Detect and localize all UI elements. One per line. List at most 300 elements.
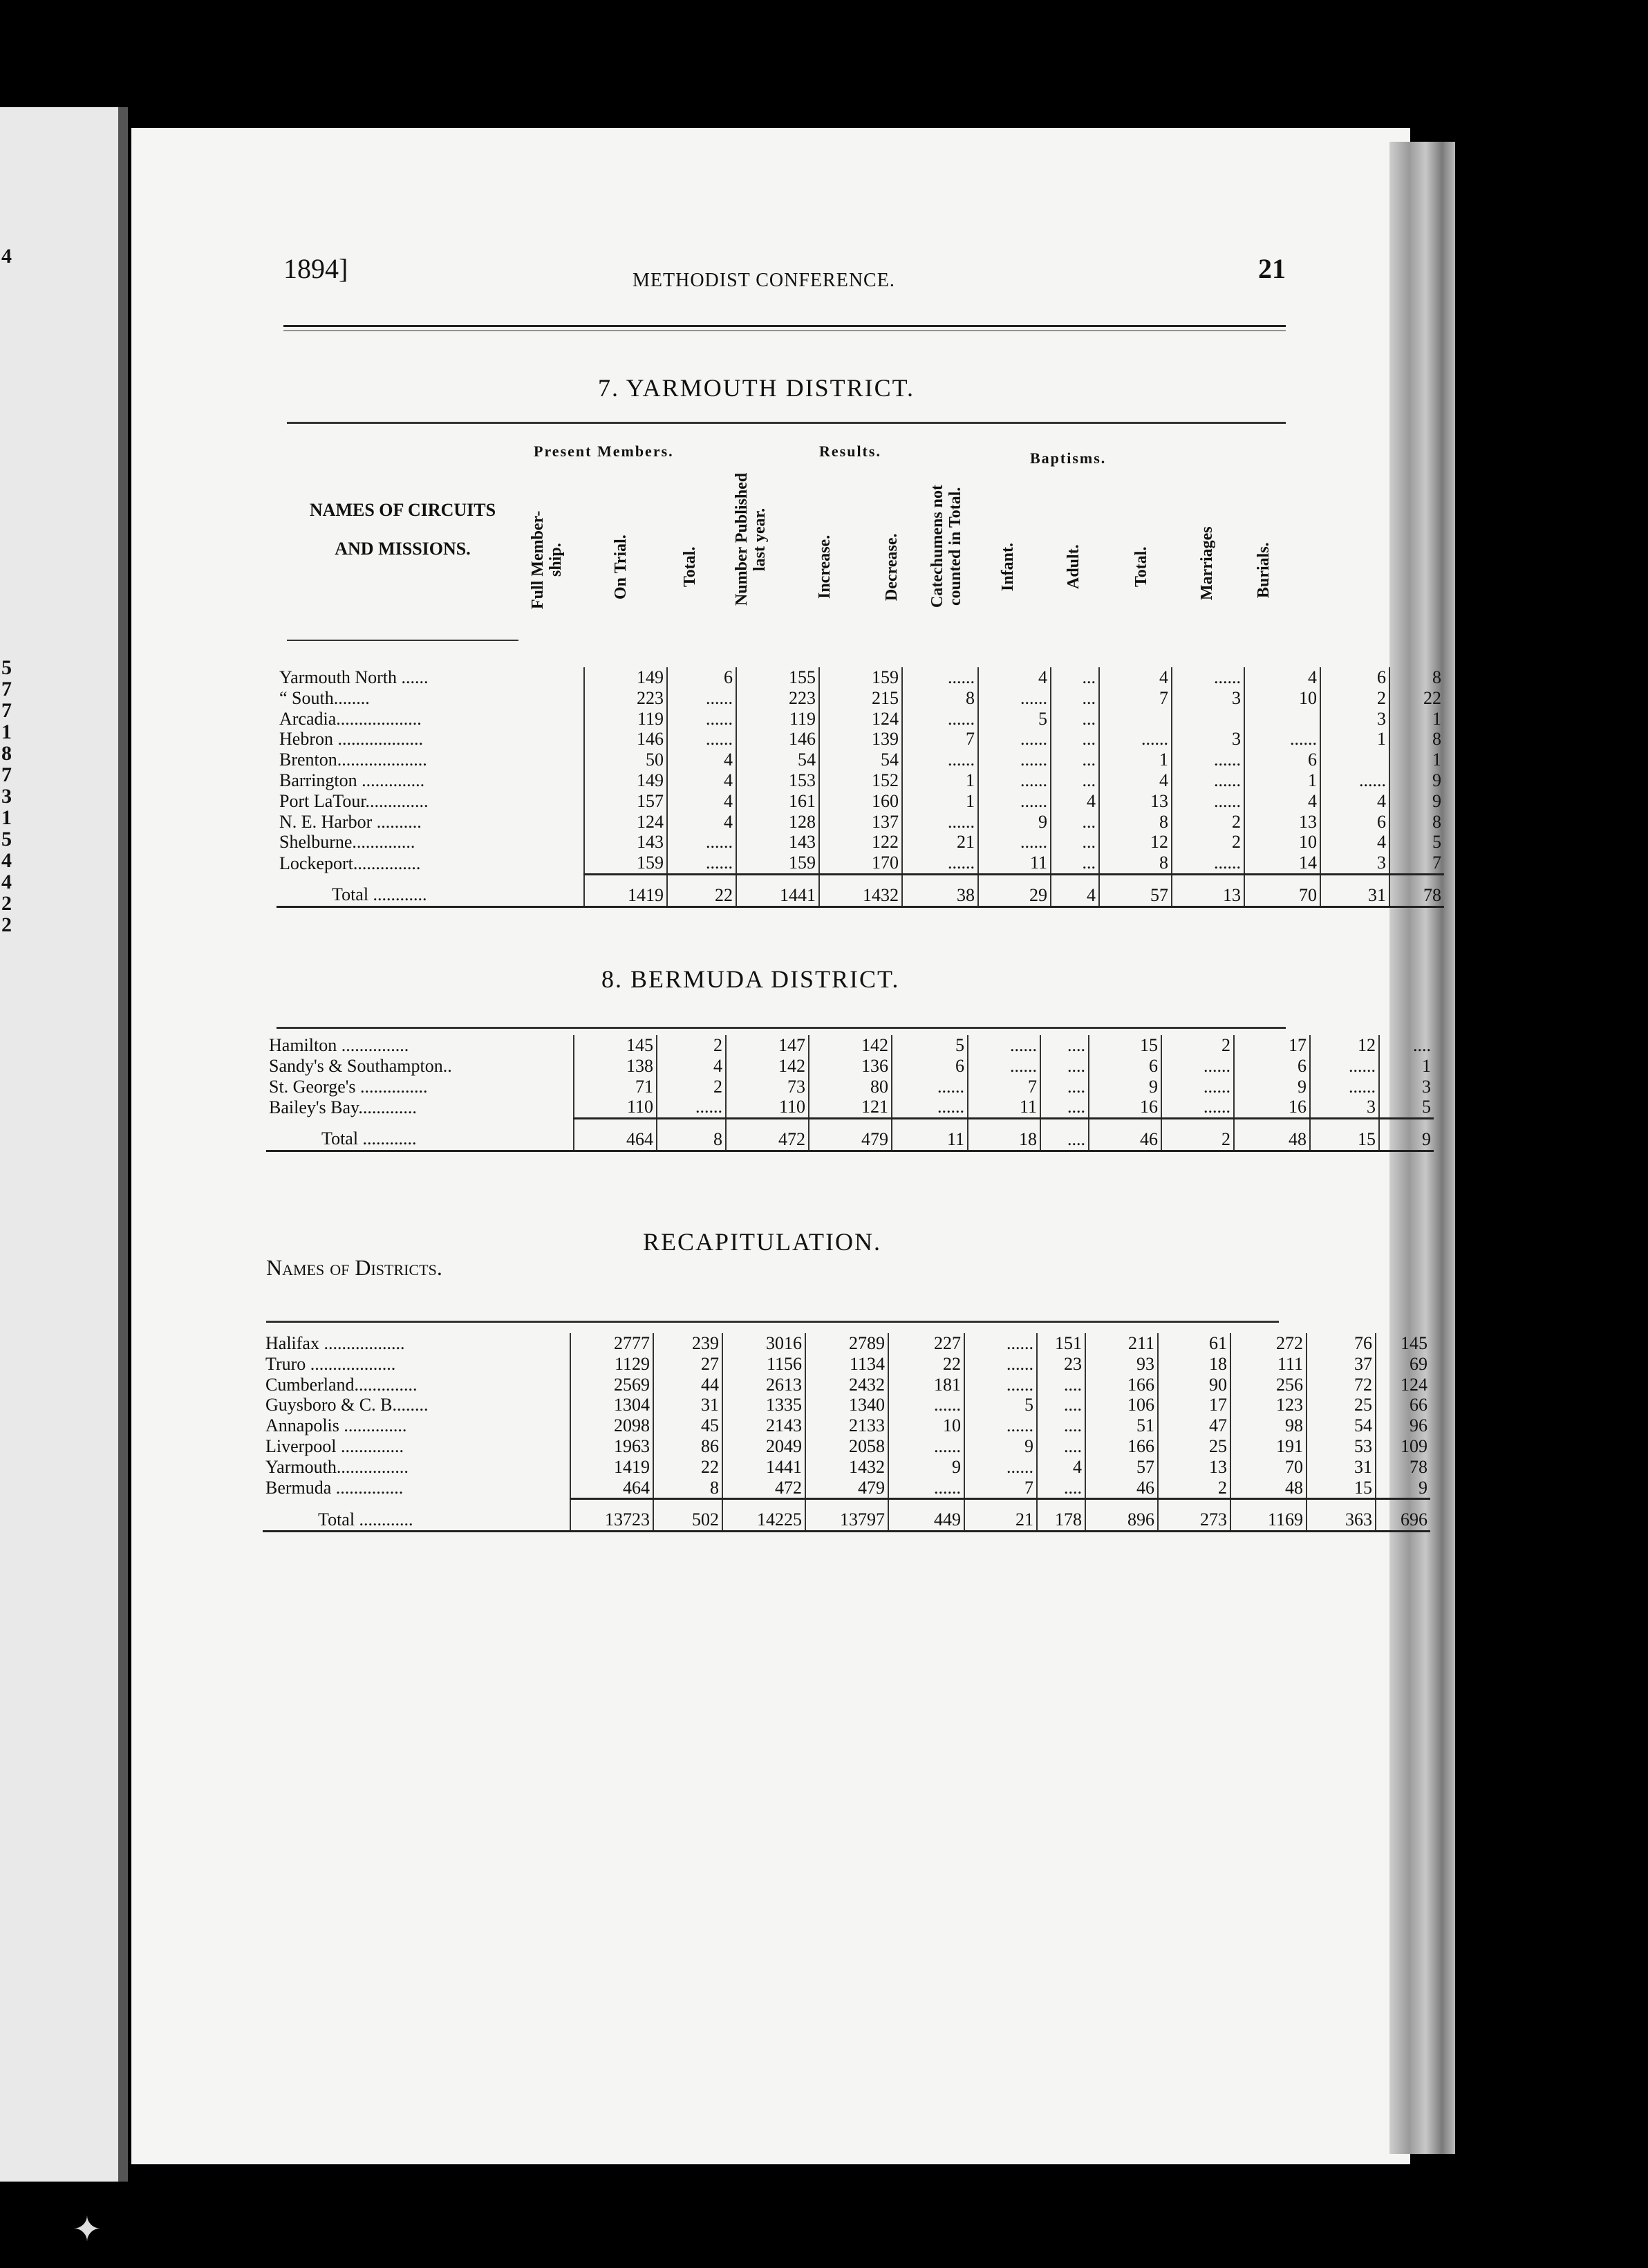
cell: ...: [1051, 770, 1099, 791]
cell: 155: [736, 667, 819, 688]
cell: 21: [902, 832, 978, 853]
total-cell: 502: [653, 1499, 722, 1532]
total-cell: 15: [1310, 1119, 1379, 1151]
row-name: Liverpool ..............: [263, 1436, 570, 1457]
col-decrease: Decrease.: [883, 533, 901, 601]
row-name: Hebron ...................: [277, 729, 584, 750]
total-cell: 273: [1158, 1499, 1230, 1532]
cell: 152: [819, 770, 902, 791]
cell: 479: [805, 1478, 888, 1499]
cell: 464: [570, 1478, 653, 1499]
cell: 2613: [722, 1375, 805, 1395]
cell: 1304: [570, 1395, 653, 1415]
total-cell: 178: [1037, 1499, 1085, 1532]
cell: 8: [902, 688, 978, 709]
cell: ......: [902, 750, 978, 770]
cell: 86: [653, 1436, 722, 1457]
bermuda-table: [266, 1035, 1434, 1152]
cell: ....: [1037, 1375, 1085, 1395]
row-name: Lockeport...............: [277, 853, 584, 874]
total-cell: 46: [1089, 1119, 1161, 1151]
table-row: [277, 770, 1444, 791]
total-cell: 22: [667, 874, 736, 907]
cell: 4: [1099, 667, 1172, 688]
cell: 146: [584, 729, 667, 750]
cell: 3: [1320, 709, 1389, 729]
total-cell: 1441: [736, 874, 819, 907]
cell: ....: [1037, 1395, 1085, 1415]
cell: ....: [1413, 1035, 1431, 1055]
cell: 1: [1244, 770, 1320, 791]
cell: 61: [1158, 1333, 1230, 1354]
cell: 47: [1158, 1415, 1230, 1436]
cell: 143: [584, 832, 667, 853]
cell: 256: [1230, 1375, 1307, 1395]
cell: ....: [1037, 1436, 1085, 1457]
total-row: [263, 1499, 1430, 1532]
margin-digit: 2: [1, 913, 12, 936]
cell: 4: [657, 1056, 726, 1077]
cell: 1: [902, 791, 978, 812]
cell: 149: [584, 667, 667, 688]
cell: ......: [1172, 791, 1244, 812]
cell: 146: [736, 729, 819, 750]
total-cell: 13: [1172, 874, 1244, 907]
cell: 4: [978, 667, 1051, 688]
total-cell: 29: [978, 874, 1051, 907]
page-number: 21: [1258, 253, 1286, 284]
total-cell: 18: [968, 1119, 1040, 1151]
yarmouth-table: [277, 667, 1444, 908]
margin-digit: 4: [1, 871, 12, 893]
cell: 12: [1099, 832, 1172, 853]
baptisms-header: Baptisms.: [1030, 449, 1107, 467]
cell: 211: [1085, 1333, 1158, 1354]
cell: 159: [584, 853, 667, 874]
cell: 27: [653, 1354, 722, 1375]
cell: 8: [1432, 811, 1441, 832]
cell: 1156: [722, 1354, 805, 1375]
cell: 157: [584, 791, 667, 812]
cell: ......: [902, 667, 978, 688]
row-name: Truro ...................: [263, 1354, 570, 1375]
cell: ...: [1051, 729, 1099, 750]
row-name: Arcadia...................: [277, 709, 584, 729]
cell: 8: [1432, 667, 1441, 687]
cell: 22: [888, 1354, 964, 1375]
cell: 239: [653, 1333, 722, 1354]
cell: 2: [657, 1077, 726, 1097]
cell: 7: [968, 1077, 1040, 1097]
cell: ......: [978, 791, 1051, 812]
cell: 166: [1085, 1436, 1158, 1457]
total-row: [277, 874, 1444, 907]
total-cell: 696: [1376, 1499, 1430, 1532]
total-label: Total ............: [263, 1499, 570, 1532]
cell: 2: [657, 1035, 726, 1056]
cell: 31: [653, 1395, 722, 1415]
running-year: 1894]: [283, 253, 348, 284]
names-header: NAMES OF CIRCUITS AND MISSIONS.: [309, 500, 496, 559]
cell: ......: [1320, 770, 1389, 791]
cell: 13: [1158, 1457, 1230, 1478]
cell: 6: [1234, 1056, 1310, 1077]
cell: 50: [584, 750, 667, 770]
cell: 54: [819, 750, 902, 770]
cell: 4: [1037, 1457, 1085, 1478]
total-cell: 4: [1051, 874, 1099, 907]
row-name: Annapolis ..............: [263, 1415, 570, 1436]
col-bap-total: Total.: [1132, 546, 1150, 588]
table-row: [263, 1478, 1430, 1499]
cell: ....: [1040, 1077, 1089, 1097]
cell: ....: [1040, 1056, 1089, 1077]
col-marriages: Marriages: [1198, 526, 1216, 601]
total-cell: 464: [574, 1119, 657, 1151]
table-row: [263, 1415, 1430, 1436]
cell: 2058: [805, 1436, 888, 1457]
margin-digit: 4: [1, 849, 12, 872]
cell: [1320, 750, 1389, 770]
cell: 9: [888, 1457, 964, 1478]
cell: ......: [892, 1077, 968, 1097]
cell: ......: [1099, 729, 1172, 750]
cell: 3: [1422, 1076, 1431, 1097]
cell: 159: [736, 853, 819, 874]
cell: 2098: [570, 1415, 653, 1436]
cell: ...: [1051, 688, 1099, 709]
cell: 7: [1432, 853, 1441, 873]
total-cell: 13723: [570, 1499, 653, 1532]
cell: ....: [1040, 1097, 1089, 1118]
cell: 13: [1099, 791, 1172, 812]
cell: [1099, 709, 1172, 729]
total-cell: 1169: [1230, 1499, 1307, 1532]
cell: 7: [1099, 688, 1172, 709]
total-label: Total ............: [266, 1119, 574, 1151]
cell: ...: [1051, 832, 1099, 853]
table-row: [277, 750, 1444, 770]
cell: 57: [1085, 1457, 1158, 1478]
cell: 48: [1230, 1478, 1307, 1499]
margin-digit: 1: [1, 721, 12, 743]
cell: 72: [1307, 1375, 1376, 1395]
cell: ...: [1051, 750, 1099, 770]
total-cell: 896: [1085, 1499, 1158, 1532]
cell: ...: [1051, 667, 1099, 688]
cell: 109: [1401, 1435, 1427, 1456]
total-cell: 21: [964, 1499, 1037, 1532]
cell: 90: [1158, 1375, 1230, 1395]
cell: ......: [1161, 1056, 1234, 1077]
table-row: [277, 853, 1444, 874]
header-rule: [283, 325, 1286, 327]
cell: 23: [1037, 1354, 1085, 1375]
cell: 53: [1307, 1436, 1376, 1457]
cell: 66: [1410, 1395, 1427, 1415]
cell: ......: [667, 688, 736, 709]
running-title: METHODIST CONFERENCE.: [633, 270, 895, 291]
cell: 9: [1432, 770, 1441, 790]
cell: ......: [902, 709, 978, 729]
cell: 5: [964, 1395, 1037, 1415]
cell: ...: [1051, 853, 1099, 874]
col-increase: Increase.: [816, 535, 834, 599]
cell: 3: [1172, 688, 1244, 709]
cell: ......: [1172, 667, 1244, 688]
cell: ......: [978, 750, 1051, 770]
recap-table: [263, 1333, 1430, 1532]
cell: 138: [574, 1056, 657, 1077]
cell: 8: [653, 1478, 722, 1499]
total-cell: ....: [1040, 1119, 1089, 1151]
row-name: Hamilton ...............: [266, 1035, 574, 1056]
cell: 145: [1401, 1333, 1427, 1353]
table-row: [277, 729, 1444, 750]
cell: 80: [809, 1077, 892, 1097]
cell: 2: [1320, 688, 1389, 709]
total-cell: 14225: [722, 1499, 805, 1532]
cell: 98: [1230, 1415, 1307, 1436]
margin-digit: 5: [1, 656, 12, 679]
cell: ......: [1161, 1097, 1234, 1118]
cell: 11: [968, 1097, 1040, 1118]
cell: 1: [1432, 750, 1441, 770]
row-name: Sandy's & Southampton..: [266, 1056, 574, 1077]
cell: ......: [1172, 853, 1244, 874]
cell: 12: [1310, 1035, 1379, 1056]
total-cell: 472: [726, 1119, 809, 1151]
col-burials: Burials.: [1255, 542, 1273, 599]
cell: 31: [1307, 1457, 1376, 1478]
cell: 1432: [805, 1457, 888, 1478]
total-cell: 78: [1389, 874, 1444, 907]
cell: ...: [1051, 709, 1099, 729]
cell: 5: [892, 1035, 968, 1056]
cell: 4: [1099, 770, 1172, 791]
cell: 4: [667, 791, 736, 812]
cell: 139: [819, 729, 902, 750]
cell: 4: [667, 750, 736, 770]
recap-title: RECAPITULATION.: [643, 1228, 881, 1256]
cell: 110: [574, 1097, 657, 1118]
cell: 10: [1244, 688, 1320, 709]
cell: 1419: [570, 1457, 653, 1478]
cell: ......: [657, 1097, 726, 1118]
cell: 6: [1089, 1056, 1161, 1077]
row-name: Yarmouth North ......: [277, 667, 584, 688]
cell: 2777: [570, 1333, 653, 1354]
cell: 4: [667, 812, 736, 833]
row-name: N. E. Harbor ..........: [277, 812, 584, 833]
row-name: Bailey's Bay.............: [266, 1097, 574, 1118]
recap-names-header: Names of Districts.: [266, 1255, 442, 1280]
cell: 2789: [805, 1333, 888, 1354]
cell: 8: [1099, 853, 1172, 874]
cell: ....: [1040, 1035, 1089, 1056]
cell: 7: [964, 1478, 1037, 1499]
cell: ...: [1051, 812, 1099, 833]
row-name: Shelburne..............: [277, 832, 584, 853]
margin-digit: 7: [1, 678, 12, 700]
cell: 2: [1161, 1035, 1234, 1056]
cell: 2: [1172, 832, 1244, 853]
table-row: [277, 812, 1444, 833]
margin-digit: 1: [1, 806, 12, 829]
col-catechumens: Catechumens not counted in Total.: [928, 485, 964, 608]
cell: ......: [964, 1333, 1037, 1354]
cell: ......: [902, 853, 978, 874]
cell: ......: [667, 729, 736, 750]
table-row: [266, 1097, 1434, 1118]
cell: ......: [978, 832, 1051, 853]
row-name: Yarmouth................: [263, 1457, 570, 1478]
cell: 6: [1320, 667, 1389, 688]
table-row: [263, 1457, 1430, 1478]
total-cell: 363: [1307, 1499, 1376, 1532]
total-cell: 8: [657, 1119, 726, 1151]
cell: 227: [888, 1333, 964, 1354]
cell: 1: [1320, 729, 1389, 750]
yarmouth-title: 7. YARMOUTH DISTRICT.: [598, 374, 915, 402]
cell: 2133: [805, 1415, 888, 1436]
cell: 44: [653, 1375, 722, 1395]
cell: 215: [819, 688, 902, 709]
cell: 106: [1085, 1395, 1158, 1415]
cell: 25: [1158, 1436, 1230, 1457]
cell: 223: [584, 688, 667, 709]
cell: 22: [1423, 687, 1441, 708]
present-members-header: Present Members.: [534, 443, 674, 460]
cell: 119: [736, 709, 819, 729]
cell: 159: [819, 667, 902, 688]
cell: 2: [1172, 812, 1244, 833]
total-cell: 1432: [819, 874, 902, 907]
cell: 128: [736, 812, 819, 833]
cell: 1441: [722, 1457, 805, 1478]
cell: 1: [1432, 708, 1441, 729]
cell: 25: [1307, 1395, 1376, 1415]
cell: 124: [1401, 1374, 1427, 1395]
cell: ......: [1172, 770, 1244, 791]
table-row: [263, 1354, 1430, 1375]
cell: 4: [1051, 791, 1099, 812]
cell: 4: [1244, 791, 1320, 812]
cell: 73: [726, 1077, 809, 1097]
col-infant: Infant.: [999, 542, 1017, 592]
cell: 5: [1432, 832, 1441, 853]
margin-digit: 7: [1, 763, 12, 786]
cell: 142: [809, 1035, 892, 1056]
cell: ......: [888, 1478, 964, 1499]
cell: 2049: [722, 1436, 805, 1457]
cell: 122: [819, 832, 902, 853]
cell: 2143: [722, 1415, 805, 1436]
cell: 3: [1320, 853, 1389, 874]
cell: ......: [978, 770, 1051, 791]
cell: 51: [1085, 1415, 1158, 1436]
cell: 472: [722, 1478, 805, 1499]
row-name: Barrington ..............: [277, 770, 584, 791]
table-row: [263, 1436, 1430, 1457]
total-cell: 48: [1234, 1119, 1310, 1151]
cell: 9: [978, 812, 1051, 833]
total-cell: 11: [892, 1119, 968, 1151]
cell: ......: [964, 1457, 1037, 1478]
cell: ......: [968, 1035, 1040, 1056]
margin-digit: 4: [1, 245, 12, 268]
cell: 54: [736, 750, 819, 770]
cell: 3: [1172, 729, 1244, 750]
row-name: Brenton....................: [277, 750, 584, 770]
cell: 223: [736, 688, 819, 709]
cell: 11: [978, 853, 1051, 874]
cell: 166: [1085, 1375, 1158, 1395]
cell: 161: [736, 791, 819, 812]
col-adult: Adult.: [1065, 544, 1083, 590]
table-row: [263, 1375, 1430, 1395]
cell: 69: [1410, 1353, 1427, 1374]
col-on-trial: On Trial.: [612, 535, 630, 599]
margin-digit: 2: [1, 892, 12, 915]
cell: 119: [584, 709, 667, 729]
cell: ......: [1244, 729, 1320, 750]
cell: 3: [1310, 1097, 1379, 1118]
cell: ......: [888, 1436, 964, 1457]
cell: 9: [964, 1436, 1037, 1457]
cell: 1134: [805, 1354, 888, 1375]
table-row: [263, 1333, 1430, 1354]
cell: 76: [1307, 1333, 1376, 1354]
total-label: Total ............: [277, 874, 584, 907]
cell: 8: [1432, 729, 1441, 750]
cell: 145: [574, 1035, 657, 1056]
cell: 4: [667, 770, 736, 791]
cell: 1335: [722, 1395, 805, 1415]
cell: 9: [1432, 790, 1441, 811]
col-full-membership: Full Member- ship.: [529, 510, 565, 610]
cell: ......: [892, 1097, 968, 1118]
cell: 8: [1099, 812, 1172, 833]
cell: 4: [1320, 832, 1389, 853]
cell: 181: [888, 1375, 964, 1395]
cell: 6: [1320, 812, 1389, 833]
total-cell: 57: [1099, 874, 1172, 907]
row-name: Halifax ..................: [263, 1333, 570, 1354]
cell: 10: [888, 1415, 964, 1436]
cell: ......: [964, 1415, 1037, 1436]
cell: 1: [1422, 1055, 1431, 1076]
cell: 3016: [722, 1333, 805, 1354]
row-name: Bermuda ...............: [263, 1478, 570, 1499]
col-total: Total.: [681, 546, 699, 588]
table-row: [266, 1035, 1434, 1056]
cell: 1129: [570, 1354, 653, 1375]
cell: ......: [964, 1375, 1037, 1395]
cell: 10: [1244, 832, 1320, 853]
cell: ......: [667, 853, 736, 874]
cell: 153: [736, 770, 819, 791]
table-row: [266, 1077, 1434, 1097]
total-cell: 13797: [805, 1499, 888, 1532]
row-name: “ South........: [277, 688, 584, 709]
table-row: [277, 709, 1444, 729]
cell: ......: [888, 1395, 964, 1415]
cell: 6: [1244, 750, 1320, 770]
cell: [1172, 709, 1244, 729]
cell: ......: [964, 1354, 1037, 1375]
cell: 136: [809, 1056, 892, 1077]
